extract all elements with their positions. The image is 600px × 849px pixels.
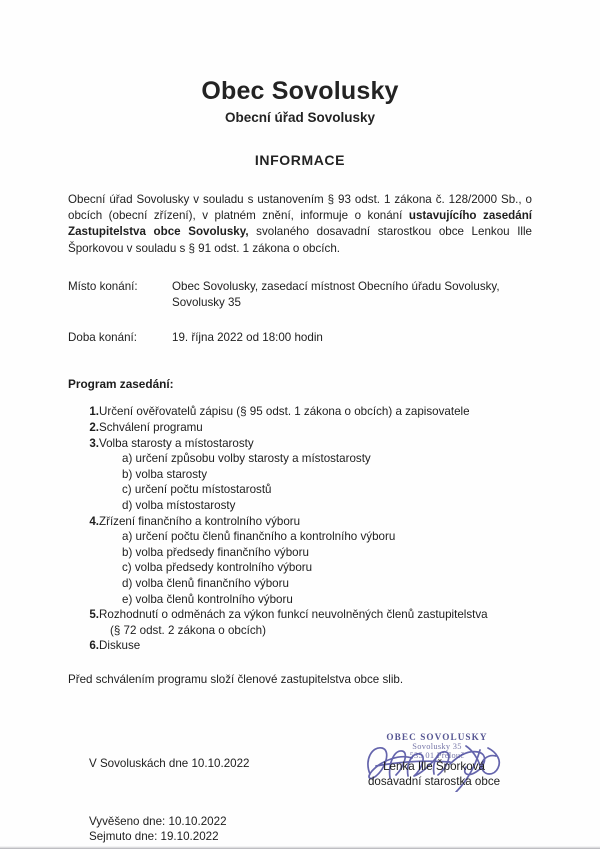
detail-row-venue	[68, 279, 532, 311]
page-subtitle: Obecní úřad Sovolusky	[224, 110, 376, 125]
detail-label-venue: Místo konání:	[68, 279, 138, 293]
stamp-street-address: Sovolusky 35	[412, 741, 462, 751]
program-sub-item: a) určení způsobu volby starosty a místostarosty	[122, 452, 371, 466]
program-sub-list	[99, 529, 532, 607]
signer-role: dosavadní starostka obce	[367, 774, 501, 788]
program-item	[68, 514, 532, 608]
program-sub-item: c) určení počtu místostarostů	[122, 483, 272, 497]
place-and-date: V Sovoluskách dne 10.10.2022	[89, 756, 250, 770]
detail-value-time: 19. října 2022 od 18:00 hodin	[172, 331, 323, 345]
program-item	[68, 638, 532, 654]
program-item	[68, 404, 532, 420]
program-item-number: 3.	[89, 436, 99, 450]
program-item-number: 5.	[89, 608, 99, 622]
stamp-authority-name: OBEC SOVOLUSKY	[386, 731, 488, 742]
program-item-text: Zřízení finančního a kontrolního výboru	[99, 514, 301, 528]
page-title: Obec Sovolusky	[201, 77, 399, 105]
intro-paragraph	[68, 192, 532, 257]
posting-dates	[68, 814, 532, 845]
program-item-text: Schválení programu	[99, 421, 203, 435]
intro-text-part-1: Obecní úřad Sovolusky v souladu s ustanovením § 93 odst. 1 zákona č. 128/2000 Sb., o obcích (obecní zřízení), v platném znění, informuje o konání	[68, 193, 532, 223]
posting-date-removed: Sejmuto dne: 19.10.2022	[89, 830, 219, 844]
document-body	[68, 0, 532, 845]
program-item-text: Diskuse	[99, 639, 141, 653]
program-sub-item: a) určení počtu členů finančního a kontrolního výboru	[122, 530, 396, 544]
stamp-postal-address: 535 01 Přelouč	[409, 751, 465, 761]
program-item-number: 1.	[89, 405, 99, 419]
document-kind-heading: INFORMACE	[254, 152, 346, 168]
signature-area	[336, 732, 532, 789]
detail-value-venue: Obec Sovolusky, zasedací místnost Obecního úřadu Sovolusky, Sovolusky 35	[172, 279, 500, 310]
program-item-continuation: (§ 72 odst. 2 zákona o obcích)	[110, 623, 266, 637]
intro-text-emphasis: ustavujícího zasedání Zastupitelstva obce Sovolusky,	[68, 209, 533, 239]
intro-text-part-2: svolaného dosavadní starostkou obce Lenkou Ille Šporkovou v souladu s § 91 odst. 1 zákona o obcích.	[68, 225, 533, 255]
program-item	[68, 607, 532, 638]
program-sub-list	[99, 451, 532, 513]
signature-block	[68, 731, 532, 788]
program-item-number: 2.	[89, 421, 99, 435]
program-item	[68, 436, 532, 514]
program-sub-item: d) volba členů finančního výboru	[122, 576, 289, 590]
closing-paragraph: Před schválením programu složí členové zastupitelstva obce slib.	[68, 672, 404, 686]
official-stamp	[362, 732, 512, 761]
program-item-text: Volba starosty a místostarosty	[99, 436, 254, 450]
posting-date-posted: Vyvěšeno dne: 10.10.2022	[89, 814, 227, 828]
program-sub-item: b) volba starosty	[122, 467, 208, 481]
signer-name: Lenka Ille Šporková	[383, 759, 485, 773]
detail-label-time: Doba konání:	[68, 331, 137, 345]
program-sub-item: e) volba členů kontrolního výboru	[122, 592, 293, 606]
program-item	[68, 420, 532, 436]
program-item-text: Určení ověřovatelů zápisu (§ 95 odst. 1 zákona o obcích) a zapisovatele	[99, 405, 470, 419]
program-item-text: Rozhodnutí o odměnách za výkon funkcí neuvolněných členů zastupitelstva	[99, 608, 488, 622]
program-list	[68, 404, 532, 654]
program-item-number: 4.	[89, 514, 99, 528]
program-sub-item: c) volba předsedy kontrolního výboru	[122, 561, 313, 575]
program-sub-item: d) volba místostarosty	[122, 498, 236, 512]
program-heading: Program zasedání:	[68, 377, 174, 392]
program-item-number: 6.	[89, 639, 99, 653]
program-sub-item: b) volba předsedy finančního výboru	[122, 545, 309, 559]
detail-row-time	[68, 330, 532, 346]
